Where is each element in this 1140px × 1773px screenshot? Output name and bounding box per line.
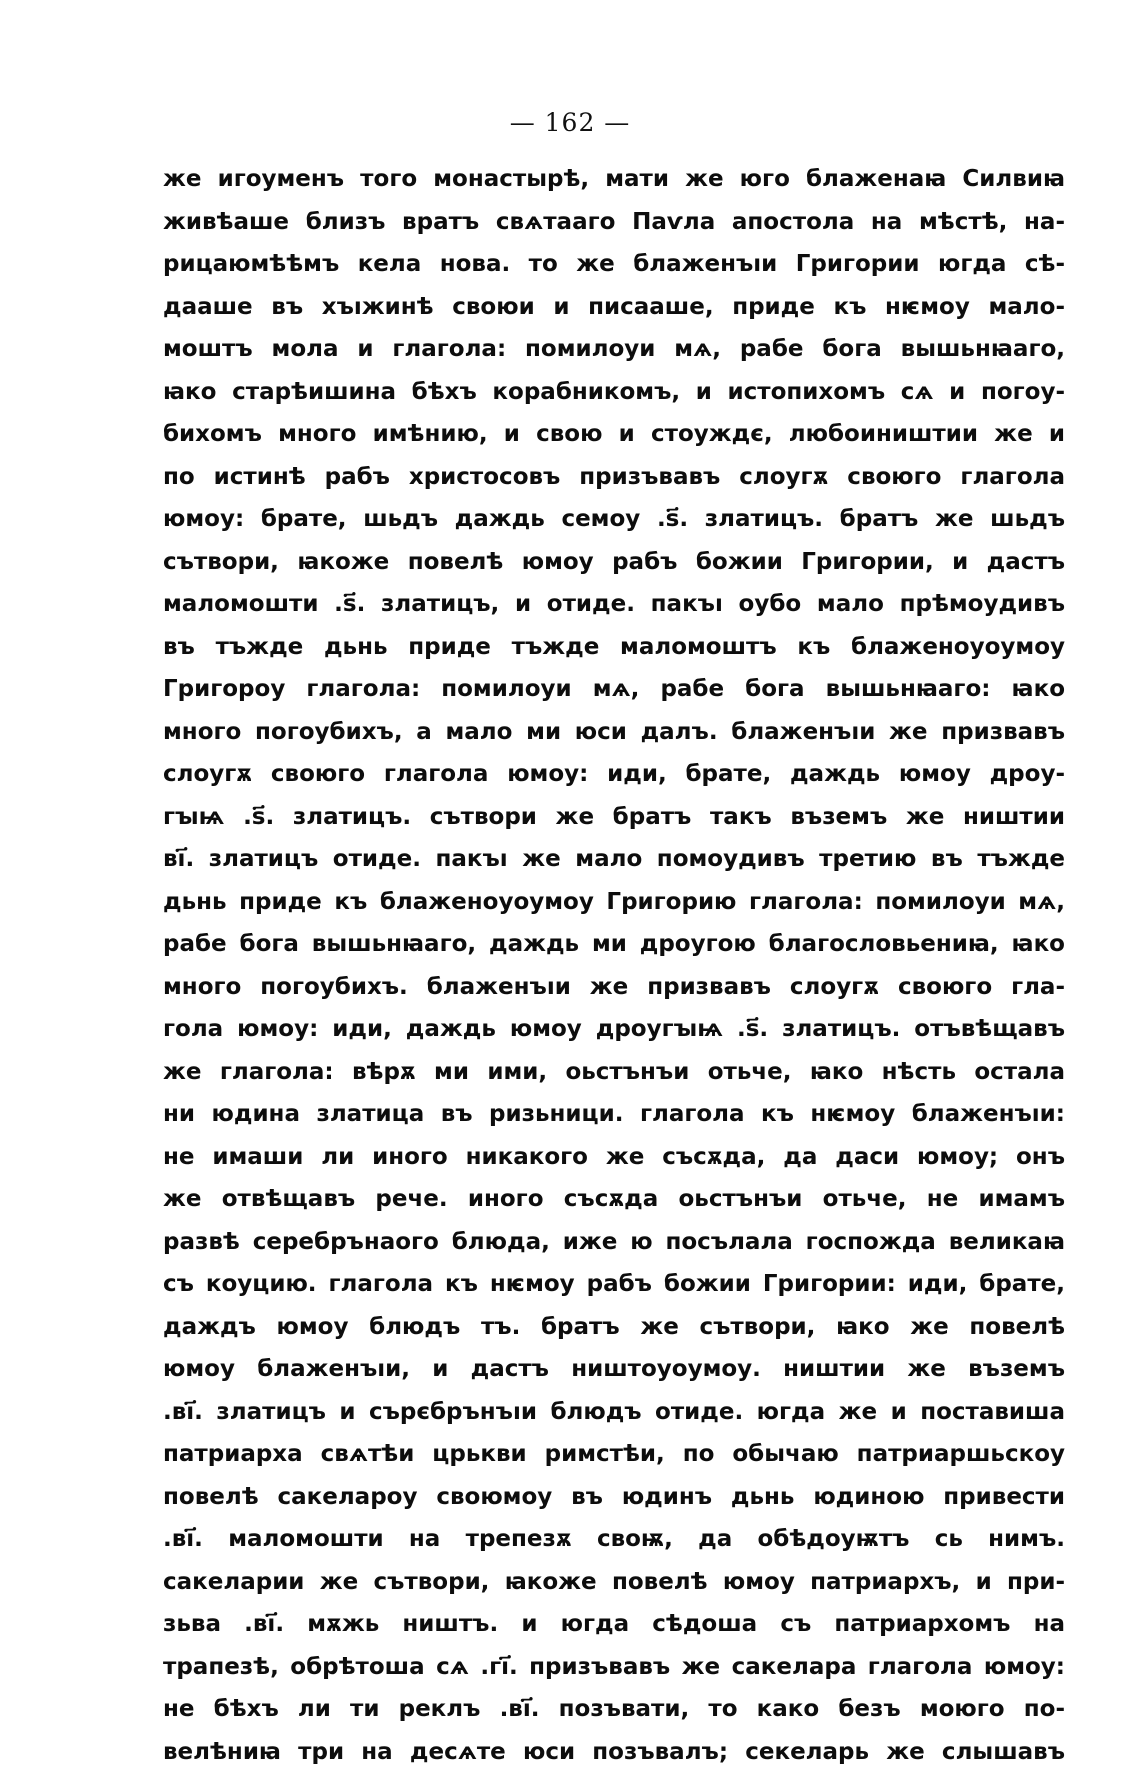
text-line: же глагола: вѣрѫ ми ими, оьстънъи отьче, ꙗко нѣсть остала xyxy=(163,1051,1065,1094)
text-line: не бѣхъ ли ти реклъ .ві҃. позъвати, то како безъ моюго по- xyxy=(163,1688,1065,1731)
text-line: маломошти .ѕ҃. златицъ, и отиде. пакъı оубо мало прѣмоудивъ xyxy=(163,583,1065,626)
text-line: гола юмоу: иди, даждь юмоу дроугꙑѩ .ѕ҃. златицъ. отъвѣщавъ xyxy=(163,1008,1065,1051)
page-number: — 162 — xyxy=(0,103,1140,143)
text-line: ві҃. златицъ отиде. пакъı же мало помоудивъ третию въ тъжде xyxy=(163,838,1065,881)
text-line: сакеларии же сътвори, ꙗкоже повелѣ юмоу патриархъ, и при- xyxy=(163,1561,1065,1604)
text-line: ꙗко старѣишина бѣхъ корабникомъ, и истопихомъ сѧ и погоу- xyxy=(163,371,1065,414)
text-line: юмоу: брате, шьдъ даждь семоу .ѕ҃. златицъ. братъ же шьдъ xyxy=(163,498,1065,541)
text-line: слоугѫ своюго глагола юмоу: иди, брате, даждь юмоу дроу- xyxy=(163,753,1065,796)
text-line: сътвори, ꙗкоже повелѣ юмоу рабъ божии Григории, и дастъ xyxy=(163,541,1065,584)
text-line: развѣ серебрънаого блюда, иже ю посълала госпожда великаꙗ xyxy=(163,1221,1065,1264)
text-line: по истинѣ рабъ христосовъ призъвавъ слоугѫ своюго глагола xyxy=(163,456,1065,499)
text-line: рицаюмѣѣмъ кела нова. то же блаженъıи Григории югда сѣ- xyxy=(163,243,1065,286)
text-line: Григороу глагола: помилоуи мѧ, рабе бога вышьнꙗаго: ꙗко xyxy=(163,668,1065,711)
text-line: моштъ мола и глагола: помилоуи мѧ, рабе бога вышьнꙗаго, xyxy=(163,328,1065,371)
text-line: даждъ юмоу блюдъ тъ. братъ же сътвори, ꙗко же повелѣ xyxy=(163,1306,1065,1349)
page-text xyxy=(163,158,1065,1773)
text-line: патриарха свѧтѣи црькви римстѣи, по обычаю патриаршьскоу xyxy=(163,1433,1065,1476)
text-line: .ві҃. златицъ и сърєбрънъıи блюдъ отиде. югда же и поставиша xyxy=(163,1391,1065,1434)
text-line: .ві҃. маломошти на трепезѫ своѭ, да обѣдоуѭтъ сь нимъ. xyxy=(163,1518,1065,1561)
text-line: ни юдина златица въ ризьници. глагола къ нѥмоу блаженъıи: xyxy=(163,1093,1065,1136)
text-line: съ коуцию. глагола къ нѥмоу рабъ божии Григории: иди, брате, xyxy=(163,1263,1065,1306)
text-line: дааше въ хъıжинѣ своюи и писааше, приде къ нѥмоу мало- xyxy=(163,286,1065,329)
text-line: много погоубихъ, а мало ми юси далъ. блаженъıи же призвавъ xyxy=(163,711,1065,754)
text-line: бихомъ много имѣнию, и свою и стоуждє, любоиништии же и xyxy=(163,413,1065,456)
text-line: дьнь приде къ блаженоуоумоу Григорию глагола: помилоуи мѧ, xyxy=(163,881,1065,924)
text-line: повелѣ сакелароу своюмоу въ юдинъ дьнь юдиною привести xyxy=(163,1476,1065,1519)
text-line: гꙑѩ .ѕ҃. златицъ. сътвори же братъ такъ въземъ же ништии xyxy=(163,796,1065,839)
text-line: не имаши ли иного никакого же съсѫда, да даси юмоу; онъ xyxy=(163,1136,1065,1179)
text-line: живѣаше близъ вратъ свѧтааго Паѵла апостола на мѣстѣ, на- xyxy=(163,201,1065,244)
text-line: въ тъжде дьнь приде тъжде маломоштъ къ блаженоуоумоу xyxy=(163,626,1065,669)
text-line: юмоу блаженъıи, и дастъ ништоуоумоу. ништии же въземъ xyxy=(163,1348,1065,1391)
text-line: много погоубихъ. блаженъıи же призвавъ слоугѫ своюго гла- xyxy=(163,966,1065,1009)
text-line: трапезѣ, обрѣтоша сѧ .гі҃. призъвавъ же сакелара глагола юмоу: xyxy=(163,1646,1065,1689)
text-line: же игоуменъ того монастырѣ, мати же юго блаженаꙗ Силвиꙗ xyxy=(163,158,1065,201)
text-line: велѣниꙗ три на десѧте юси позъвалъ; секеларь же слышавъ xyxy=(163,1731,1065,1773)
text-line: рабе бога вышьнꙗаго, даждь ми дроугою благословьениꙗ, ꙗко xyxy=(163,923,1065,966)
text-line: зьва .ві҃. мѫжь ништъ. и югда сѣдоша съ патриархомъ на xyxy=(163,1603,1065,1646)
text-line: же отвѣщавъ рече. иного съсѫда оьстънъи отьче, не имамъ xyxy=(163,1178,1065,1221)
